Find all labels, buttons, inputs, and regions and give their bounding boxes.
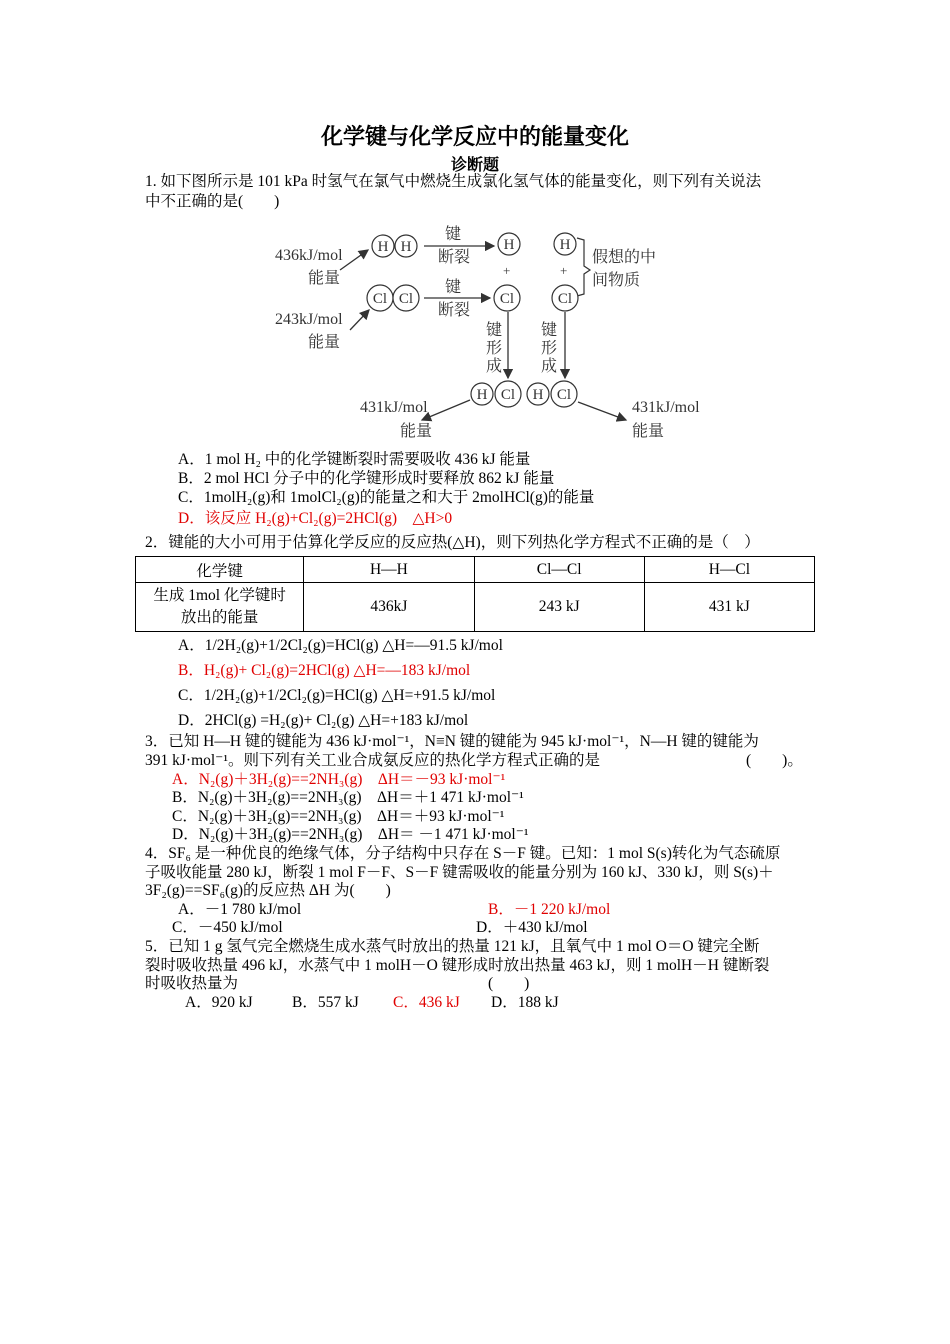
row-label-line1: 生成 1mol 化学键时 [153,587,286,604]
atom-cl-text: Cl [557,291,573,307]
q5-stem-line3: 时吸收热量为 [145,975,239,992]
h2-energy-label: 436kJ/mol [275,247,343,264]
q4-option-b-answer: B．－1 220 kJ/mol [488,901,611,918]
hcl-energy-unit-right: 能量 [632,423,665,440]
arrow-hcl-right [578,402,626,420]
q2-option-d: D．2HCl(g) =H₂(g)+ Cl₂(g) △H=+183 kJ/mol [178,712,469,729]
q4-stem-line3: 3F₂(g)==SF₆(g)的反应热 ΔH 为( ) [145,882,391,899]
hcl-energy-label-right: 431kJ/mol [632,399,700,416]
q5-option-a: A．920 kJ [185,994,253,1011]
bond-break-label-1a: 键 [445,226,462,243]
atom-h-text: H [377,239,389,255]
table-header: H—Cl [644,557,814,583]
q1-stem-line1: 1. 如下图所示是 101 kPa 时氢气在氯气中燃烧生成氯化氢气体的能量变化，则下列有关说法 [145,173,762,190]
atom-h-text: H [476,387,488,403]
table-header: Cl—Cl [474,557,644,583]
atom-cl-text: Cl [372,291,388,307]
q5-stem-line2: 裂时吸收热量 496 kJ，水蒸气中 1 molH－O 键形成时放出热量 463 kJ，则 1 molH－H 键断裂 [145,957,770,974]
q4-option-a: A．－1 780 kJ/mol [178,901,302,918]
bond-form-label-right-3: 成 [541,358,558,375]
arrow-h2-energy [340,250,368,270]
q3-option-b: B．N₂(g)＋3H₂(g)==2NH₃(g) ΔH＝＋1 471 kJ·mol⁻¹ [172,789,524,806]
atom-h-text: H [532,387,544,403]
table-cell: 431 kJ [644,583,814,632]
q5-answer-bracket: ( ) [488,975,530,992]
page-title: 化学键与化学反应中的能量变化 [320,124,629,149]
q2-option-a: A．1/2H₂(g)+1/2Cl₂(g)=HCl(g) △H=—91.5 kJ/mol [178,637,503,654]
cl2-energy-label: 243kJ/mol [275,311,343,328]
bond-form-label-left-1: 键 [486,322,503,339]
q3-option-c: C．N₂(g)＋3H₂(g)==2NH₃(g) ΔH＝＋93 kJ·mol⁻¹ [172,808,505,825]
q2-stem: 2．键能的大小可用于估算化学反应的反应热(△H)，则下列热化学方程式不正确的是（ ） [145,534,760,551]
q1-stem-line2: 中不正确的是( ) [145,193,280,210]
q4-stem-line1: 4．SF₆ 是一种优良的绝缘气体，分子结构中只存在 S－F 键。已知：1 mol S(s)转化为气态硫原 [145,845,781,862]
hcl-energy-unit-left: 能量 [400,423,433,440]
q4-option-d: D．＋430 kJ/mol [476,919,588,936]
intermediate-bracket [577,238,590,296]
q1-option-d-answer: D．该反应 H₂(g)+Cl₂(g)=2HCl(g) △H>0 [178,510,453,527]
q3-option-d: D．N₂(g)＋3H₂(g)==2NH₃(g) ΔH＝ －1 471 kJ·mol⁻¹ [172,826,529,843]
intermediate-label-1: 假想的中 [592,249,657,266]
plus-sign-2: + [560,263,568,278]
atom-h-text: H [559,237,571,253]
plus-sign-1: + [503,263,511,278]
atom-cl-text: Cl [398,291,414,307]
atom-h-text: H [400,239,412,255]
bond-form-label-left-2: 形 [486,340,503,357]
q5-stem-line1: 5．已知 1 g 氢气完全燃烧生成水蒸气时放出的热量 121 kJ，且氧气中 1 mol O＝O 键完全断 [145,938,760,955]
q2-option-b-answer: B．H₂(g)+ Cl₂(g)=2HCl(g) △H=—183 kJ/mol [178,662,471,679]
q1-option-b: B．2 mol HCl 分子中的化学键形成时要释放 862 kJ 能量 [178,470,555,487]
q3-answer-bracket: ( )。 [746,752,803,769]
table-cell: 243 kJ [474,583,644,632]
q5-option-c-answer: C．436 kJ [393,994,460,1011]
bond-energy-diagram [270,222,720,444]
bond-form-label-right-2: 形 [541,340,558,357]
table-header: H—H [304,557,474,583]
arrow-cl2-energy [350,310,369,330]
row-label-line2: 放出的能量 [180,609,259,626]
intermediate-label-2: 间物质 [592,272,641,289]
q3-option-a-answer: A．N₂(g)＋3H₂(g)==2NH₃(g) ΔH＝－93 kJ·mol⁻¹ [172,771,506,788]
bond-form-label-right-1: 键 [541,322,558,339]
q5-option-d: D．188 kJ [491,994,559,1011]
table-cell: 436kJ [304,583,474,632]
table-row-label [136,583,304,632]
q1-option-c: C．1molH₂(g)和 1molCl₂(g)的能量之和大于 2molHCl(g)的能量 [178,489,595,506]
atom-h-text: H [503,237,515,253]
bond-form-label-left-3: 成 [486,358,503,375]
bond-break-label-2b: 断裂 [438,302,471,319]
bond-energy-table [135,556,815,632]
q2-option-c: C．1/2H₂(g)+1/2Cl₂(g)=HCl(g) △H=+91.5 kJ/mol [178,687,496,704]
q3-stem-line1: 3．已知 H—H 键的键能为 436 kJ·mol⁻¹，N≡N 键的键能为 945 kJ·mol⁻¹，N—H 键的键能为 [145,733,759,750]
q4-stem-line2: 子吸收能量 280 kJ，断裂 1 mol F－F、S－F 键需吸收的能量分别为 160 kJ、330 kJ，则 S(s)＋ [145,864,774,881]
atom-cl-text: Cl [556,387,572,403]
atom-cl-text: Cl [499,291,515,307]
atom-cl-text: Cl [500,387,516,403]
bond-break-label-2a: 键 [445,279,462,296]
arrow-hcl-left [422,400,470,420]
table-header: 化学键 [136,557,304,583]
bond-break-label-1b: 断裂 [438,249,471,266]
hcl-energy-label-left: 431kJ/mol [360,399,428,416]
q1-option-a: A．1 mol H₂ 中的化学键断裂时需要吸收 436 kJ 能量 [178,451,531,468]
h2-energy-unit: 能量 [308,270,341,287]
q5-option-b: B．557 kJ [292,994,359,1011]
page-subtitle: 诊断题 [450,157,499,174]
q3-stem-line2: 391 kJ·mol⁻¹。则下列有关工业合成氨反应的热化学方程式正确的是 [145,752,601,769]
cl2-energy-unit: 能量 [308,334,341,351]
q4-option-c: C．－450 kJ/mol [172,919,283,936]
